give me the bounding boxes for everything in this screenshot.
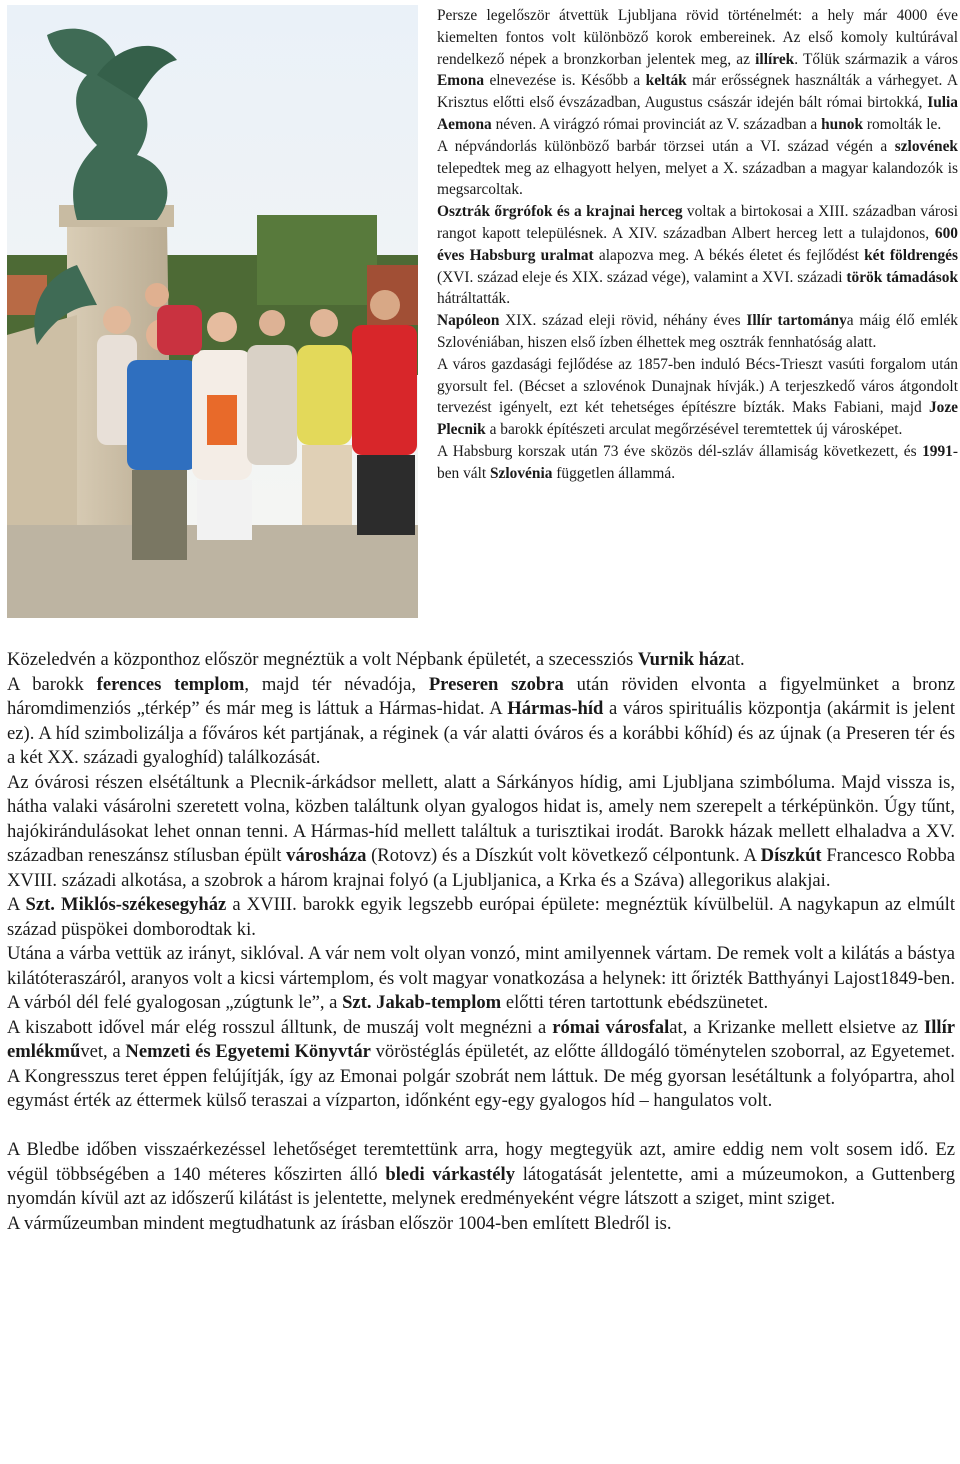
text-run: -ben vált bbox=[437, 442, 958, 482]
bold-text-run: Szt. Jakab-templom bbox=[342, 992, 502, 1013]
bold-text-run: Illír tartomány bbox=[746, 312, 847, 330]
bold-text-run: illírek bbox=[755, 50, 795, 68]
bold-text-run: 600 éves Habsburg uralmat bbox=[437, 224, 958, 264]
text-run: Francesco Robba XVIII. századi alkotása, a szobrok a három krajnai folyó (a Ljubljanica, a Krka és a Száva) allegorikus alakjai. bbox=[7, 845, 955, 891]
travel-narrative bbox=[7, 648, 955, 1236]
text-run: független állammá. bbox=[552, 464, 676, 482]
text-run: voltak a birtokosai a XIII. században városi rangot kapott településnek. A XIV. században Albert herceg lett a tulajdonos, bbox=[437, 203, 958, 242]
text-run: A barokk bbox=[7, 673, 97, 695]
text-run: hátráltatták. bbox=[437, 290, 511, 308]
bold-text-run: ferences templom bbox=[96, 673, 245, 695]
text-run: már erősségnek használták a várhegyet. A Krisztus előtti első évszázadban, Augustus császár idején bált római birtokká, bbox=[437, 72, 958, 112]
text-run: A Habsburg korszak után 73 éve sközös dél-szláv államiság következett, és bbox=[437, 442, 923, 460]
text-run: A bbox=[7, 894, 26, 915]
text-run: a város spirituális központja (akármit is jelent ez). A híd szimbolizálja a főváros két partjának, a réginek (a vár alatti óváros és a korábbi kőhíd) és az újnak (a Preseren tér és a két XX. századi gyaloghíd) találkozását. bbox=[7, 698, 955, 768]
text-run: (Rotovz) és a Díszkút volt következő célpontunk. A bbox=[366, 845, 761, 866]
bold-text-run: bledi várkastély bbox=[385, 1163, 516, 1185]
text-run: látogatását jelentette, ami a múzeumokon, a Guttenberg nyomdán kívül azt az időszerű kilátást is jelentette, melynek eredményeként végre látszott a sziget, mint sziget. bbox=[7, 1163, 956, 1209]
history-paragraph-1 bbox=[437, 5, 958, 136]
narrative-paragraph-6 bbox=[7, 1016, 955, 1114]
text-run: telepedtek meg az elhagyott helyen, melyet a X. században a magyar kalandozók is megsarcoltak. bbox=[437, 159, 958, 199]
text-run: Utána a várba vettük az irányt, siklóval. A vár nem volt olyan vonzó, mint amilyennek vártam. De remek volt a kilátás a bástya kilátóteraszáról, aranyos volt a kicsi vártemplom, és volt magyar vonatkozása a helynek: itt őrizték Batthyányi Lajost1849-ben. A várból dél felé gyalogosan „zúgtunk le”, a bbox=[7, 943, 955, 1013]
text-run: (XVI. század eleje és XIX. század vége), valamint a XVI. századi bbox=[437, 268, 847, 286]
history-paragraph-5 bbox=[437, 354, 958, 441]
text-run: után röviden elvonta a figyelmünket a bronz háromdimenziós „térkép” és már meg is láttuk a Hármas-hidat. A bbox=[7, 673, 955, 719]
dragon-bridge-group-photo bbox=[7, 5, 418, 618]
text-run: a barokk építészeti arculat megőrzésével teremtettek új városképet. bbox=[485, 421, 903, 439]
narrative-paragraph-8 bbox=[7, 1212, 955, 1237]
text-run: elnevezése is. Később a bbox=[484, 72, 646, 90]
text-run: XIX. század eleji rövid, néhány éves bbox=[499, 312, 747, 330]
text-run: Közeledvén a központhoz először megnéztük a volt Népbank épületét, a szecessziós bbox=[7, 649, 638, 670]
bold-text-run: Illír emlékmű bbox=[7, 1016, 955, 1062]
text-run: at, a Krizanke mellett elsietve az bbox=[669, 1016, 924, 1038]
bold-text-run: Szt. Miklós-székesegyház bbox=[25, 894, 227, 915]
text-run: előtti téren tartottunk ebédszünetet. bbox=[501, 992, 769, 1013]
bold-text-run: Joze Plecnik bbox=[437, 399, 958, 439]
text-run: romolták le. bbox=[863, 115, 942, 133]
bold-text-run: kelták bbox=[645, 72, 687, 90]
history-paragraph-6 bbox=[437, 441, 958, 485]
bold-text-run: török támadások bbox=[846, 268, 959, 286]
bold-text-run: Hármas-híd bbox=[507, 698, 604, 719]
text-run: néven. A virágzó római provinciát az V. században a bbox=[491, 115, 822, 133]
narrative-paragraph-5 bbox=[7, 942, 955, 1016]
text-run: , majd tér névadója, bbox=[244, 673, 429, 695]
history-paragraph-3 bbox=[437, 201, 958, 310]
bold-text-run: hunok bbox=[821, 115, 864, 133]
bold-text-run: Emona bbox=[437, 72, 485, 90]
bold-text-run: Iulia Aemona bbox=[437, 94, 958, 133]
text-run: alapozva meg. A békés életet és fejlődést bbox=[593, 246, 865, 264]
bold-text-run: római városfal bbox=[552, 1016, 670, 1038]
bold-text-run: városháza bbox=[286, 845, 367, 866]
bold-text-run: szlovének bbox=[894, 137, 958, 155]
text-run: A várműzeumban mindent megtudhatunk az írásban először 1004-ben említett Bledről is. bbox=[7, 1212, 672, 1234]
bold-text-run: Vurnik ház bbox=[637, 649, 727, 670]
bold-text-run: Osztrák őrgrófok és a krajnai herceg bbox=[437, 203, 683, 221]
bold-text-run: Nemzeti és Egyetemi Könyvtár bbox=[125, 1041, 371, 1062]
bold-text-run: két földrengés bbox=[864, 246, 958, 264]
text-run: vet, a bbox=[80, 1041, 126, 1062]
bold-text-run: 1991 bbox=[922, 442, 953, 460]
history-paragraph-2 bbox=[437, 136, 958, 201]
text-run: A város gazdasági fejlődése az 1857-ben induló Bécs-Trieszt vasúti forgalom után gyorsult fel. (Bécset a szlovénok Dunajnak hívják.) A terjeszkedő város átgondolt tervezést igényelt, ezt két tehetséges építészre bízták. Maks Fabiani, majd bbox=[437, 355, 958, 417]
narrative-paragraph-7 bbox=[7, 1138, 955, 1212]
text-run: a máig élő emlék Szlovéniában, hiszen első ízben élhettek meg osztrák fennhatóság alatt. bbox=[437, 312, 958, 351]
text-run: at. bbox=[726, 649, 745, 670]
text-run: A Bledbe időben visszaérkezéssel lehetőséget teremtettünk arra, hogy megtegyük azt, amire eddig nem volt sosem idő. Ez végül többségében a 140 méteres kőszirten álló bbox=[7, 1139, 955, 1185]
text-run: a XVIII. barokk egyik legszebb európai épülete: megnéztük kívülbelül. A nagykapun az elmúlt század püspökei domborodtak ki. bbox=[7, 894, 955, 940]
text-run: A kiszabott idővel már elég rosszul álltunk, de muszáj volt megnézni a bbox=[7, 1016, 553, 1038]
bold-text-run: Napóleon bbox=[437, 312, 500, 330]
text-run: Az óvárosi részen elsétáltunk a Plecnik-árkádsor mellett, alatt a Sárkányos hídig, ami Ljubljana szimbóluma. Majd vissza is, hátha valaki vásárolni szeretett volna, közben találtunk olyan gyalogos hidat is, amely nem szerepelt a térképünkön. Úgy tűnt, hajókirándulásokat lehet onnan tenni. A Hármas-híd mellett találtuk a turisztikai irodát. Barokk házak mellett elhaladva a XV. században reneszánsz stílusban épült bbox=[7, 771, 955, 866]
bold-text-run: Díszkút bbox=[760, 845, 822, 866]
history-column bbox=[437, 5, 958, 485]
narrative-paragraph-4 bbox=[7, 893, 955, 942]
text-run: vöröstéglás épületét, az előtte álldogáló töménytelen szoborral, az Egyetemet. A Kongresszus teret éppen felújítják, így az Emonai polgár szobrát nem láttuk. De még gyorsan lesétáltunk a folyópartra, ahol egymást érték az éttermek külső teraszai a vízparton, időnként egy-egy gyalogos híd – hangulatos volt. bbox=[7, 1041, 955, 1111]
narrative-paragraph-1 bbox=[7, 648, 955, 673]
text-run: . Tőlük származik a város bbox=[794, 50, 958, 68]
bold-text-run: Szlovénia bbox=[490, 464, 553, 482]
bold-text-run: Preseren szobra bbox=[428, 673, 564, 695]
text-run: A népvándorlás különböző barbár törzsei után a VI. század végén a bbox=[437, 137, 895, 155]
text-run: Persze legelőször átvettük Ljubljana rövid történelmét: a hely már 4000 éve kiemelten fontos volt különböző korok embereinek. Az első komoly kultúrával rendelkező népek a bronzkorban jelentek meg, az bbox=[437, 7, 958, 68]
narrative-paragraph-2 bbox=[7, 673, 955, 771]
history-paragraph-4 bbox=[437, 310, 958, 354]
paragraph-spacer bbox=[7, 1114, 955, 1139]
narrative-paragraph-3 bbox=[7, 771, 955, 894]
